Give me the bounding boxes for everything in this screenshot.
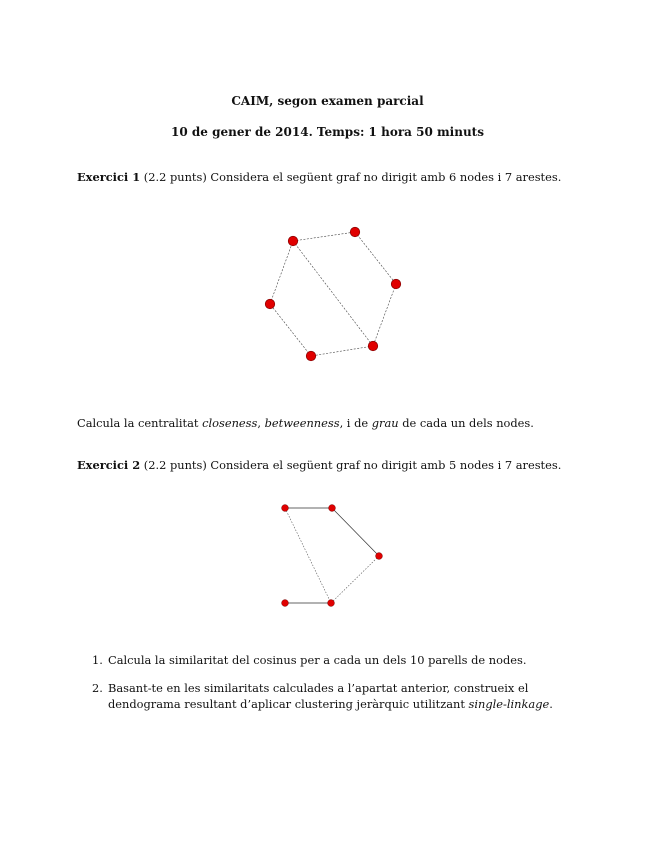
list-item-text: Calcula la similaritat del cosinus per a cada un dels 10 parells de nodes.: [108, 653, 527, 667]
list-item-number: 1.: [92, 653, 103, 667]
exercise1-points: (2.2 punts): [143, 170, 207, 184]
separator: , i de: [339, 416, 369, 430]
exercise1-heading: Exercici 1: [77, 170, 141, 184]
term-closeness: closeness: [202, 416, 258, 430]
exercise2-points: (2.2 punts): [143, 458, 207, 472]
question-text: Calcula la centralitat: [77, 416, 199, 430]
graph2-node: [329, 505, 336, 512]
separator: ,: [257, 416, 261, 430]
graph2-node: [376, 553, 383, 560]
page-title: CAIM, segon examen parcial: [231, 94, 424, 108]
list-item-number: 2.: [92, 681, 103, 695]
graph2-node: [282, 600, 289, 607]
graph2-edge: [285, 508, 331, 603]
term-betweenness: betweenness: [264, 416, 340, 430]
graph2-edge: [332, 508, 379, 556]
page-subtitle: 10 de gener de 2014. Temps: 1 hora 50 minuts: [171, 125, 484, 139]
question-text: de cada un dels nodes.: [402, 416, 534, 430]
graph2-edge: [331, 556, 379, 603]
list-item-text: [108, 680, 588, 712]
term-grau: grau: [371, 416, 399, 430]
graph2-node: [282, 505, 289, 512]
exercise1-text: Considera el següent graf no dirigit amb 6 nodes i 7 arestes.: [210, 170, 562, 184]
exercise2-text: Considera el següent graf no dirigit amb 5 nodes i 7 arestes.: [210, 458, 562, 472]
list-item-text-main: Basant-te en les similaritats calculades a l’apartat anterior, construeix el dendograma resultant d’aplicar clustering jeràrquic utilitzant: [108, 681, 529, 711]
term-single-linkage: single-linkage: [468, 697, 550, 711]
period: .: [549, 697, 553, 711]
exercise2-heading: Exercici 2: [77, 458, 141, 472]
graph2-node: [328, 600, 335, 607]
